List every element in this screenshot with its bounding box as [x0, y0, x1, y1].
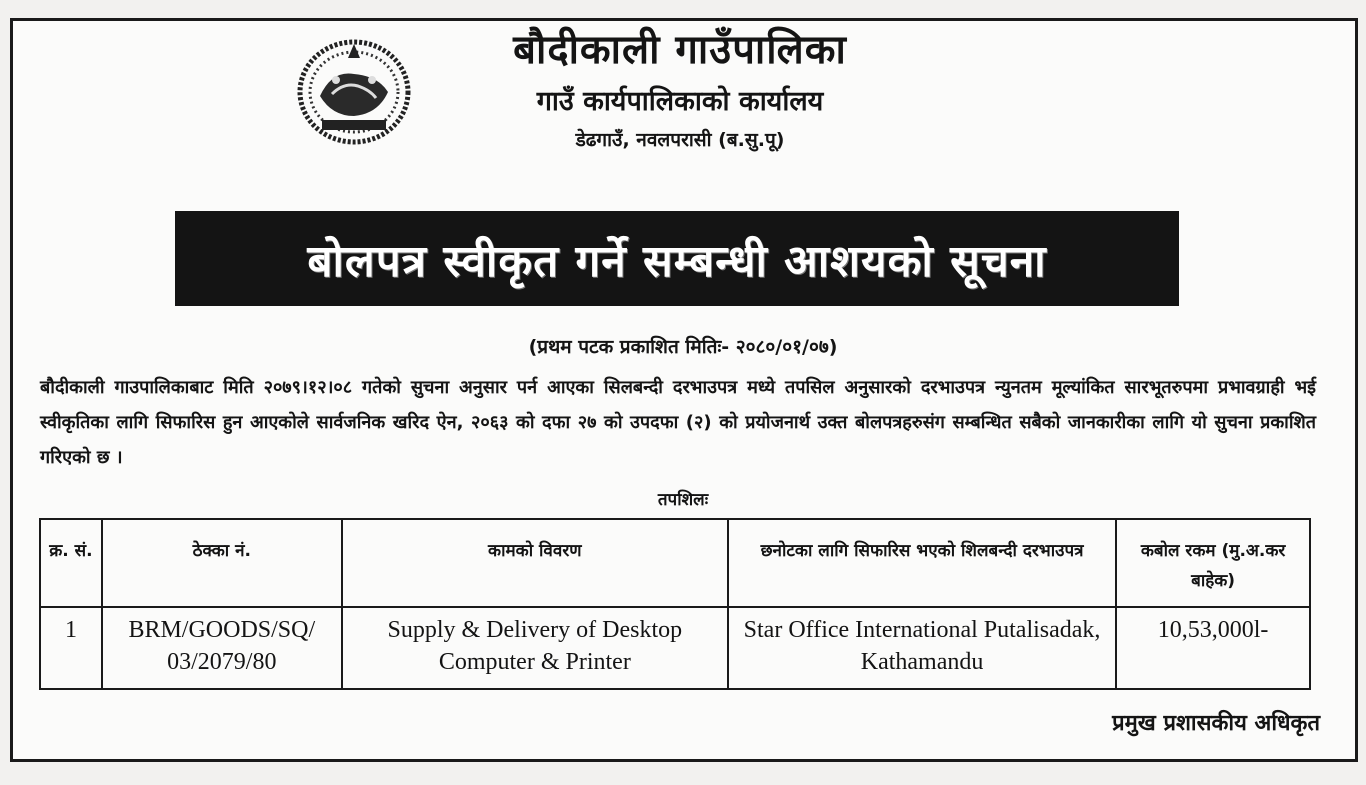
header-contract-no: ठेक्का नं. [102, 519, 342, 607]
cell-sn: 1 [40, 607, 102, 689]
cell-recommended-bidder: Star Office International Putalisadak, Kathamandu [728, 607, 1116, 689]
header-sn: क्र. सं. [40, 519, 102, 607]
table-header-row [40, 519, 1310, 607]
header-recommended-bidder: छनोटका लागि सिफारिस भएको शिलबन्दी दरभाउपत्र [728, 519, 1116, 607]
office-title-block [420, 24, 940, 156]
nepal-emblem-icon [292, 36, 416, 146]
bid-table [39, 518, 1311, 690]
table-row [40, 607, 1310, 689]
notice-title: बोलपत्र स्वीकृत गर्ने सम्बन्धी आशयको सूचना [307, 235, 1047, 287]
office-address: डेढगाउँ, नवलपरासी (ब.सु.पू) [575, 129, 785, 151]
cell-contract-no: BRM/GOODS/SQ/ 03/2079/80 [102, 607, 342, 689]
cell-bid-amount: 10,53,000l- [1116, 607, 1310, 689]
notice-banner [175, 211, 1179, 306]
cell-description: Supply & Delivery of Desktop Computer & Printer [342, 607, 728, 689]
details-label: तपशिलः [657, 490, 709, 510]
signatory-title: प्रमुख प्रशासकीय अधिकृत [1112, 711, 1320, 736]
office-name: गाउँ कार्यपालिकाको कार्यालय [536, 86, 824, 117]
header-bid-amount: कबोल रकम (मु.अ.कर बाहेक) [1116, 519, 1310, 607]
header-description: कामको विवरण [342, 519, 728, 607]
publication-date: (प्रथम पटक प्रकाशित मितिः- २०८०/०१/०७) [528, 336, 838, 358]
notice-paragraph: बौदीकाली गाउपालिकाबाट मिति २०७९।१२।०८ गतेको सुचना अनुसार पर्न आएका सिलबन्दी दरभाउपत्र मध्ये तपसिल अनुसारको दरभाउपत्र न्युनतम मूल्यांकित सारभूतरुपमा प्रभावग्राही भई स्वीकृतिका लागि सिफारिस हुन आएकोले सार्वजनिक खरिद ऐन, २०६३ को दफा २७ को उपदफा (२) को प्रयोजनार्थ उक्त बोलपत्रहरुसंग सम्बन्धित सबैको जानकारीका लागि यो सुचना प्रकाशित गरिएको छ । [40, 377, 1316, 468]
municipality-name: बौदीकाली गाउँपालिका [513, 27, 847, 73]
